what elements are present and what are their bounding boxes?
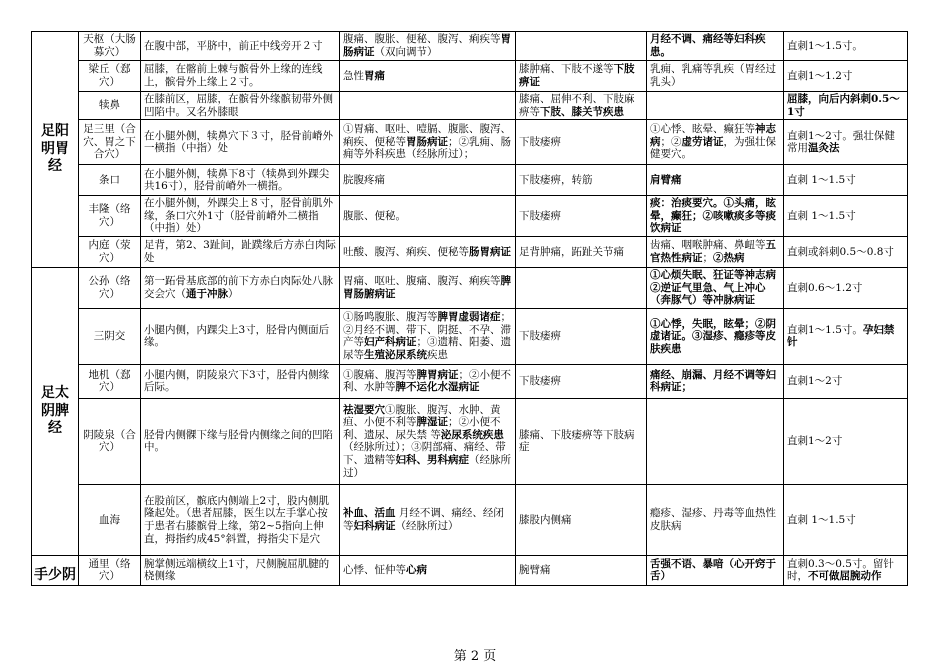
text-run: 妇科病证 [353,519,396,532]
text-run: 脾湿证 [416,416,448,429]
text-run: 痰：治痰要穴。①头痛，眩晕，癫狂；②咳嗽痰多等痰饮病证 [650,197,776,235]
acupoint-name: 阴陵泉（合穴） [79,398,141,484]
indication-special-cell [647,364,784,398]
text-run: 泌尿系统疾患 [440,428,504,441]
indication-limb-cell [516,32,647,61]
text-run: ①腹胀、腹泻、水肿、黄疸、小便不利等 [343,403,501,429]
text-run: ；②月经不调、带下、阴挺、不孕、滞产等 [343,311,511,349]
indication-special-cell [647,32,784,61]
text-run: 小腿内侧，内踝尖上3寸，胫骨内侧面后缘。 [144,323,330,349]
acupoint-name: 通里（络穴） [79,555,141,585]
indication-local-cell [340,364,516,398]
text-run: 足背，第2、3趾间，趾蹼缘后方赤白肉际处 [144,239,336,264]
text-run: 齿痛、咽喉肿痛、鼻衄等 [650,239,766,252]
table-row [32,92,908,120]
indication-limb-cell [516,364,647,398]
indication-special-cell [647,398,784,484]
acupoint-name: 足三里（合穴、胃之下合穴） [79,120,141,165]
text-run: 膝肿痛、下肢不遂等 [519,63,614,76]
text-run: 妇产科病证 [364,336,417,349]
text-run: 在股前区，髌底内侧端上2寸，股内侧肌隆起处。（患者屈膝，医生以左手掌心按于患者右膝髌骨上缘，第2~5指向上伸直，拇指约成45°斜置，拇指尖下是穴 [144,494,330,545]
text-run: 生殖泌尿系统 [364,349,427,362]
table-row [32,364,908,398]
method-cell [784,308,908,364]
table-row [32,61,908,92]
acupoint-table [31,31,908,586]
indication-local-cell [340,236,516,267]
location-cell [141,120,340,165]
text-run: 祛湿要穴 [343,403,385,416]
text-run: 腕掌侧远端横纹上1寸，尺侧腕屈肌腱的桡侧缘 [144,557,330,583]
location-cell [141,484,340,555]
table-row [32,398,908,484]
text-run: （经脉所过） [343,454,511,479]
indication-special-cell [647,555,784,585]
text-run: 温灸法 [808,142,840,155]
text-run: 下肢痿痹 [519,135,561,148]
location-cell [141,398,340,484]
indication-local-cell [340,165,516,196]
text-run: 心悸、怔仲等 [343,564,406,577]
text-run: ，为强壮保健要穴。 [650,135,776,161]
method-cell [784,267,908,308]
method-cell [784,555,908,585]
text-run: 脾胃病证 [416,368,459,381]
text-run: 舌强不语、暴喑（心开窍于舌） [650,557,776,583]
indication-local-cell [340,484,516,555]
indication-local-cell [340,32,516,61]
table-row [32,32,908,61]
indication-local-cell [340,267,516,308]
indication-limb-cell [516,267,647,308]
text-run: 脘腹疼痛 [343,173,385,186]
text-run: 下肢痿痹，转筋 [519,173,593,186]
page-number: 第 2 页 [453,649,497,664]
text-run: 肩臂痛 [650,173,682,186]
text-run: 足背肿痛，跖趾关节痛 [519,245,624,258]
text-run: ①肠鸣腹胀、腹泻等 [343,311,438,324]
text-run: 孕妇禁针 [787,323,895,349]
text-run: 屈膝，向后内斜刺0.5～1寸 [787,93,900,118]
indication-limb-cell [516,308,647,364]
text-run: 虚劳诸证 [681,135,724,148]
location-cell [141,236,340,267]
acupoint-name: 犊鼻 [79,92,141,120]
indication-special-cell [647,165,784,196]
indication-limb-cell [516,196,647,237]
indication-special-cell [647,92,784,120]
location-cell [141,92,340,120]
table-row [32,555,908,585]
indication-local-cell [340,308,516,364]
location-cell [141,165,340,196]
indication-special-cell [647,308,784,364]
text-run: 胃肠病证 [406,135,448,148]
indication-special-cell [647,236,784,267]
location-cell [141,364,340,398]
meridian-name: 足阳 明胃 经 [32,32,79,268]
text-run: 直刺1～1.5寸。 [787,39,863,52]
text-run: 月经不调、痛经等妇科疾患。 [650,33,766,58]
text-run: 在腹中部，平脐中，前正中线旁开２寸 [144,39,323,52]
text-run: 在小腿外侧，犊鼻穴下３寸，胫骨前嵴外一横指（中指）处 [144,129,333,155]
indication-limb-cell [516,92,647,120]
text-run: ；②乳痈、肠痈等外科疾患（经脉所过）； [343,135,511,161]
text-run: 小腿内侧，阴陵泉穴下3寸，胫骨内侧缘后际。 [144,368,330,394]
text-run: 屈膝，在髂前上棘与髌骨外上缘的连线上，髌骨外上缘上２寸。 [144,63,323,88]
text-run: 肠胃病证 [469,245,511,258]
text-run: 直刺 1～1.5寸 [787,513,856,526]
acupoint-name: 丰隆（络穴） [79,196,141,237]
method-cell [784,196,908,237]
text-run: （经脉所过） [395,519,459,532]
method-cell [784,236,908,267]
text-run: 下肢、膝关节疾患 [540,105,624,118]
text-run: 直刺1～2寸 [787,435,843,448]
location-cell [141,61,340,92]
text-run: ；②小便不利、遗尿、尿失禁 等 [343,416,501,441]
text-run: 腕臂痛 [519,564,551,577]
text-run: 通于冲脉 [186,287,228,300]
text-run: ①腹痛、腹泻等 [343,368,417,381]
location-cell [141,308,340,364]
indication-local-cell [340,398,516,484]
text-run: 下肢痿痹 [519,375,561,388]
method-cell [784,364,908,398]
indication-local-cell [340,120,516,165]
text-run: 直刺1～1.5寸。 [787,323,863,336]
indication-local-cell [340,61,516,92]
text-run: 五官热性病证 [650,239,776,264]
indication-local-cell [340,196,516,237]
text-run: 直刺1～1.2寸 [787,69,853,82]
indication-local-cell [340,555,516,585]
text-run: ①心悸、眩晕、癫狂等 [650,123,755,136]
text-run: 胃痛、呕吐、腹痛、腹泻、痢疾等 [343,275,501,288]
indication-limb-cell [516,398,647,484]
text-run: ） [228,287,239,300]
text-run: 月经不调、痛经、经闭等 [343,507,504,532]
text-run: （双向调节） [374,46,438,58]
text-run: 下肢痿痹 [519,330,561,343]
text-run: 膝痛、屈伸不利、下肢麻痹等 [519,93,635,118]
text-run: 痛经、崩漏、月经不调等妇科病证； [650,368,776,394]
table-row [32,484,908,555]
text-run: 直刺0.6～1.2寸 [787,281,863,294]
acupoint-name: 条口 [79,165,141,196]
meridian-name: 足太 阴脾 经 [32,267,79,555]
text-run: 疾患 [427,349,448,362]
text-run: 在小腿外侧，外踝尖上８寸，胫骨前肌外缘，条口穴外1寸（胫骨前嵴外二横指（中指）处） [144,197,333,235]
text-run: ②热病 [713,251,745,264]
text-run: 膝痛、下肢痿痹等下肢病症 [519,428,635,454]
text-run: ；②小便不利、水肿等 [343,368,511,394]
text-run: 腹胀、便秘。 [343,209,406,222]
text-run: 胃痛 [364,69,385,82]
text-run: 在小腿外侧，犊鼻下8寸（犊鼻到外踝尖共16寸），胫骨前嵴外一横指。 [144,167,330,193]
text-run: 不可做屈腕动作 [808,570,882,583]
indication-limb-cell [516,484,647,555]
text-run: 在膝前区，屈膝，在髌骨外缘髌韧带外侧凹陷中。又名外膝眼 [144,93,333,118]
method-cell [784,120,908,165]
indication-limb-cell [516,120,647,165]
indication-special-cell [647,267,784,308]
text-run: 膝股内侧痛 [519,513,572,526]
text-run: 直刺1～2寸 [787,375,843,388]
acupoint-name: 天枢（大肠募穴） [79,32,141,61]
table-row [32,120,908,165]
method-cell [784,61,908,92]
text-run: 直刺 1～1.5寸 [787,209,856,222]
text-run: ； [702,251,713,264]
location-cell [141,267,340,308]
acupoint-name: 血海 [79,484,141,555]
text-run: 第一跖骨基底部的前下方赤白肉际处八脉交会穴（ [144,275,333,300]
text-run: 妇科、男科病症 [395,454,469,467]
meridian-name: 手少阴 [32,555,79,585]
table-row [32,308,908,364]
text-run: 脾胃肠腑病证 [343,275,511,300]
text-run: 直刺或斜刺0.5～0.8寸 [787,245,894,258]
indication-special-cell [647,61,784,92]
indication-limb-cell [516,165,647,196]
text-run: 瘾疹、湿疹、丹毒等血热性皮肤病 [650,507,776,532]
text-run: 直刺 1～1.5寸 [787,173,856,186]
method-cell [784,92,908,120]
indication-limb-cell [516,61,647,92]
text-run: 乳痈、乳痛等乳疾（胃经过乳头） [650,63,776,88]
text-run: 直刺1～2寸。强壮保健常用 [787,129,895,155]
acupoint-name: 公孙（络穴） [79,267,141,308]
location-cell [141,32,340,61]
text-run: 吐酸、腹泻、痢疾、便秘等 [343,245,469,258]
text-run: （经脉所过）；③阴部痛、痛经、带下、遗精等 [343,441,506,467]
text-run: 胫骨内侧髁下缘与胫骨内侧缘之间的凹陷中。 [144,428,333,454]
indication-special-cell [647,196,784,237]
table-row [32,236,908,267]
indication-special-cell [647,484,784,555]
text-run: 神志病 [650,123,776,148]
text-run: 下肢痿痹 [519,209,561,222]
text-run: ；③遗精、阳萎、遗尿等 [343,336,511,362]
location-cell [141,555,340,585]
text-run: ；② [660,135,682,148]
location-cell [141,196,340,237]
indication-limb-cell [516,555,647,585]
text-run: ①心烦失眠、狂证等神志病②逆证气里急、气上冲心（奔豚气）等冲脉病证 [650,269,776,307]
text-run: 直刺0.3～0.5寸。留针时， [787,557,894,583]
text-run: ①心悸，失眠，眩晕；②阴虚诸证。③湿疹、瘾疹等皮肤疾患 [650,317,776,355]
method-cell [784,484,908,555]
method-cell [784,398,908,484]
indication-local-cell [340,92,516,120]
table-row [32,165,908,196]
text-run: 补血、活血 [343,507,396,520]
indication-limb-cell [516,236,647,267]
table-row [32,196,908,237]
text-run: 下肢痹证 [519,63,635,88]
method-cell [784,165,908,196]
text-run: 腹痛、腹胀、便秘、腹泻、痢疾等 [343,33,501,46]
text-run: 急性 [343,69,364,82]
method-cell [784,32,908,61]
text-run: 脾不运化水湿病证 [395,381,480,394]
text-run: 心病 [406,564,427,577]
acupoint-name: 内庭（荥穴） [79,236,141,267]
acupoint-name: 地机（郄穴） [79,364,141,398]
text-run: 脾胃虚弱诸症 [437,311,501,324]
acupoint-name: 三阴交 [79,308,141,364]
table-row [32,267,908,308]
text-run: ①胃痛、呕吐、噎膈、腹胀、腹泻、痢疾、便秘等 [343,123,511,148]
indication-special-cell [647,120,784,165]
text-run: 胃肠病证 [343,33,511,58]
acupoint-name: 梁丘（郄穴） [79,61,141,92]
